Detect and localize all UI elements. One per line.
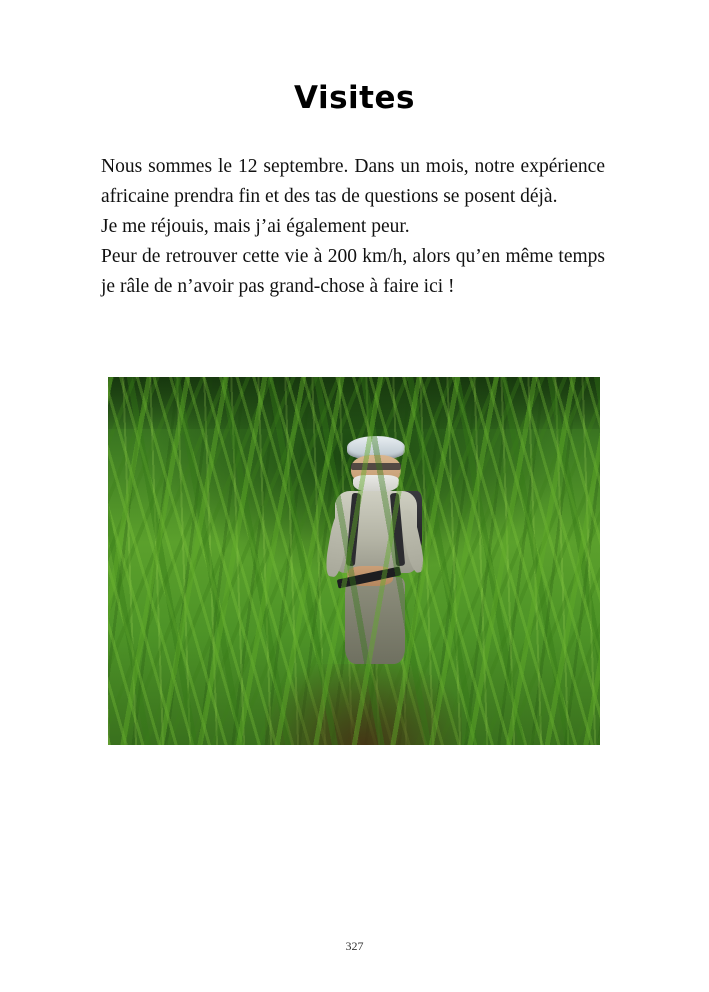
photo-figure: [108, 377, 600, 745]
page-number: 327: [345, 939, 364, 953]
paragraph-2: Je me réjouis, mais j’ai également peur.: [101, 216, 410, 237]
paragraph-3: Peur de retrouver cette vie à 200 km/h, alors qu’en même temps je râle de n’avoir pas grand-chose à faire ici !: [101, 246, 605, 297]
photo-foreground-grass: [108, 377, 600, 745]
paragraph-1: Nous sommes le 12 septembre. Dans un mois, notre expérience africaine prendra fin et des tas de questions se posent déjà.: [101, 156, 605, 207]
page-title: Visites: [294, 80, 415, 116]
body-text: [101, 152, 605, 302]
photo-grass-field: [108, 377, 600, 745]
